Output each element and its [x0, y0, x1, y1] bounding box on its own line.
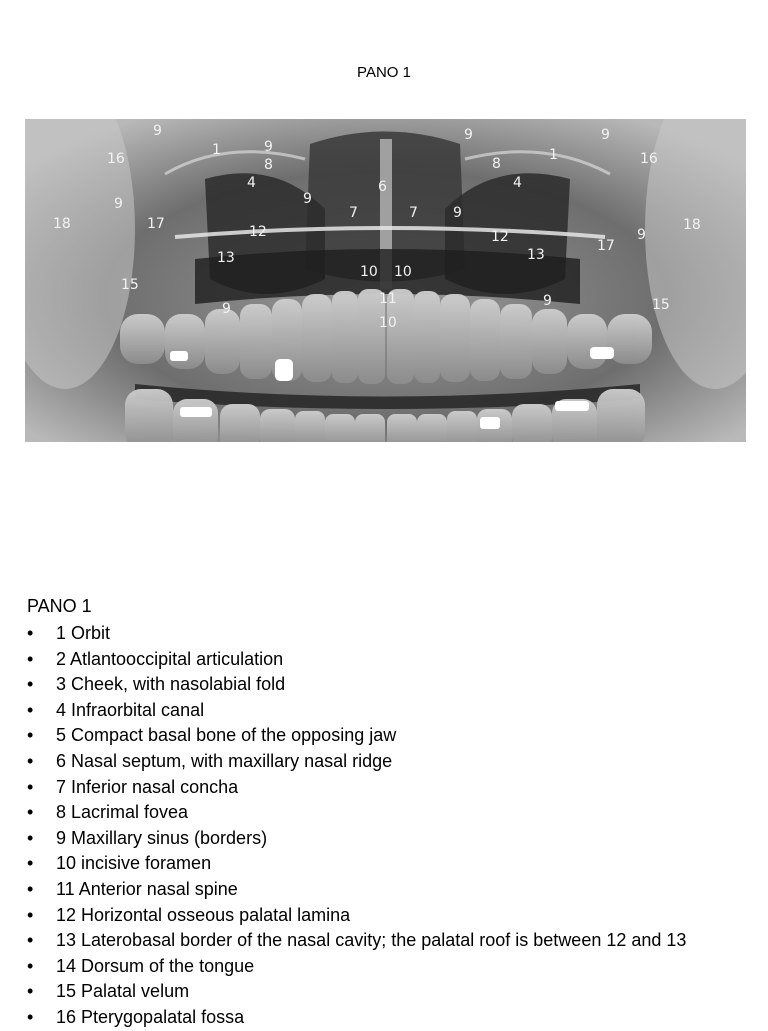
label-6: 6 — [378, 179, 387, 195]
legend-item — [27, 877, 762, 903]
bullet: • — [27, 878, 34, 899]
legend-item-text: 1 Orbit — [56, 623, 111, 643]
legend-title: PANO 1 — [27, 596, 92, 616]
legend-item — [27, 851, 762, 877]
label-1-b: 1 — [549, 147, 558, 163]
legend-item — [27, 1005, 762, 1031]
label-9-f: 9 — [114, 196, 123, 212]
legend-item-text: 3 Cheek, with nasolabial fold — [56, 674, 286, 695]
bullet: • — [27, 802, 34, 823]
label-8-a: 8 — [264, 157, 273, 173]
label-9-e: 9 — [601, 127, 610, 143]
bullet: • — [27, 776, 34, 797]
legend-item — [27, 621, 762, 647]
bullet: • — [27, 981, 34, 1002]
label-17-a: 17 — [147, 216, 165, 232]
label-18-a: 18 — [53, 216, 71, 232]
label-7-b: 7 — [409, 205, 418, 221]
label-9-j: 9 — [543, 293, 552, 309]
label-9-g: 9 — [453, 205, 462, 221]
label-13-a: 13 — [217, 250, 235, 266]
label-18-b: 18 — [683, 217, 701, 233]
bullet: • — [27, 699, 34, 720]
label-9-a: 9 — [153, 123, 162, 139]
label-10-b: 10 — [394, 264, 412, 280]
bullet: • — [27, 827, 34, 848]
legend-item-text: 13 Laterobasal border of the nasal cavity; the palatal roof is between 12 and 13 — [56, 930, 687, 951]
slide-title: PANO 1 — [357, 64, 411, 81]
legend-item-text: 7 Inferior nasal concha — [56, 776, 239, 797]
legend-item-text: 5 Compact basal bone of the opposing jaw — [56, 725, 397, 746]
legend-item — [27, 826, 762, 852]
bullet: • — [27, 853, 34, 874]
bullet: • — [27, 674, 34, 695]
legend-item — [27, 698, 762, 724]
legend-list — [27, 621, 762, 1031]
label-9-h: 9 — [637, 227, 646, 243]
label-15-a: 15 — [121, 277, 139, 293]
legend-item-text: 16 Pterygopalatal fossa — [56, 1006, 245, 1027]
legend-item — [27, 928, 762, 954]
bullet: • — [27, 904, 34, 925]
legend-item — [27, 672, 762, 698]
legend-item-text: 2 Atlantooccipital articulation — [56, 648, 284, 669]
legend-item-text: 6 Nasal septum, with maxillary nasal ridge — [56, 750, 393, 771]
legend-item — [27, 800, 762, 826]
legend-item — [27, 647, 762, 673]
bullet: • — [27, 648, 34, 669]
label-10-a: 10 — [360, 264, 378, 280]
legend-item — [27, 903, 762, 929]
legend-item — [27, 749, 762, 775]
legend-item-text: 8 Lacrimal fovea — [56, 802, 189, 823]
label-16-b: 16 — [640, 151, 658, 167]
bullet: • — [27, 725, 34, 746]
bullet: • — [27, 750, 34, 771]
bullet: • — [27, 623, 34, 643]
legend-item — [27, 775, 762, 801]
label-9-d: 9 — [464, 127, 473, 143]
legend-item — [27, 954, 762, 980]
label-16-a: 16 — [107, 151, 125, 167]
label-9-i: 9 — [222, 301, 231, 317]
label-9-b: 9 — [264, 139, 273, 155]
label-8-b: 8 — [492, 156, 501, 172]
label-12-a: 12 — [249, 224, 267, 240]
legend-item-text: 12 Horizontal osseous palatal lamina — [56, 904, 351, 925]
legend-item — [27, 979, 762, 1005]
bullet: • — [27, 1006, 34, 1027]
label-12-b: 12 — [491, 229, 509, 245]
legend-item-text: 4 Infraorbital canal — [56, 699, 205, 720]
legend-item-text: 9 Maxillary sinus (borders) — [56, 827, 268, 848]
label-13-b: 13 — [527, 247, 545, 263]
legend-item-text: 14 Dorsum of the tongue — [56, 955, 255, 976]
label-17-b: 17 — [597, 238, 615, 254]
label-9-c: 9 — [303, 191, 312, 207]
label-15-b: 15 — [652, 297, 670, 313]
label-7-a: 7 — [349, 205, 358, 221]
bullet: • — [27, 930, 34, 951]
radiograph-image — [25, 119, 746, 442]
label-4-a: 4 — [247, 175, 256, 191]
label-11: 11 — [379, 291, 397, 307]
panoramic-radiograph — [25, 119, 746, 442]
legend-item-text: 10 incisive foramen — [56, 853, 212, 874]
legend-item-text: 11 Anterior nasal spine — [56, 878, 238, 899]
label-10-c: 10 — [379, 315, 397, 331]
label-1-a: 1 — [212, 142, 221, 158]
label-4-b: 4 — [513, 175, 522, 191]
legend-item-text: 15 Palatal velum — [56, 981, 190, 1002]
bullet: • — [27, 955, 34, 976]
legend-item — [27, 723, 762, 749]
